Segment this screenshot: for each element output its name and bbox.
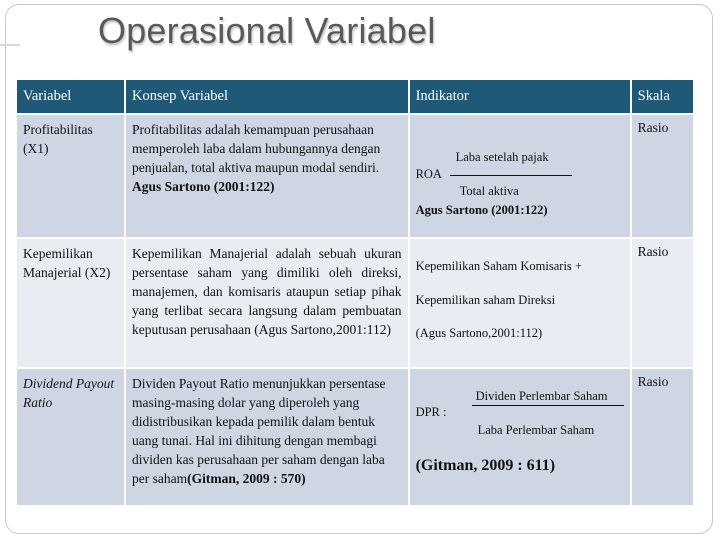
decorative-bar bbox=[0, 44, 20, 46]
cell-skala: Rasio bbox=[632, 239, 695, 369]
table-header-row bbox=[17, 80, 695, 115]
konsep-source: (Gitman, 2009 : 570) bbox=[187, 471, 306, 486]
header-indikator: Indikator bbox=[410, 80, 632, 115]
cell-konsep: Kepemilikan Manajerial adalah sebuah ukuran persentase saham yang dimiliki oleh direksi, manajemen, dan komisaris ataupun setiap pihak yang terlibat secara langsung dalam pembuatan keputusan perusahaan (Agus Sartono,2001:112) bbox=[126, 239, 410, 369]
indicator-source: Agus Sartono (2001:122) bbox=[415, 203, 548, 217]
table-row bbox=[17, 369, 695, 507]
header-variabel: Variabel bbox=[17, 80, 126, 115]
cell-skala: Rasio bbox=[632, 369, 695, 507]
indicator-source: (Gitman, 2009 : 611) bbox=[415, 457, 556, 474]
cell-variabel: Dividend Payout Ratio bbox=[17, 369, 126, 507]
operational-variable-table bbox=[17, 80, 695, 507]
slide-title: Operasional Variabel bbox=[98, 10, 436, 51]
cell-variabel: Profitabilitas (X1) bbox=[17, 115, 126, 239]
fraction-numerator: Laba setelah pajak bbox=[455, 150, 549, 164]
indicator-line-1: Kepemilikan Saham Komisaris + bbox=[415, 259, 582, 273]
table-row bbox=[17, 239, 695, 369]
konsep-source: Agus Sartono (2001:122) bbox=[132, 179, 275, 194]
indicator-line-2: Kepemilikan saham Direksi bbox=[415, 293, 556, 307]
cell-indikator bbox=[410, 369, 632, 507]
indicator-label: ROA bbox=[415, 167, 442, 181]
konsep-text: Dividen Payout Ratio menunjukkan persentase masing-masing dolar yang diperoleh yang didistribusikan kepada pemilik dalam bentuk uang tunai. Hal ini dihitung dengan membagi dividen kas perusahaan per saham dengan laba per saham bbox=[132, 376, 386, 486]
indicator-line-3: (Agus Sartono,2001:112) bbox=[415, 326, 543, 340]
cell-indikator bbox=[410, 115, 632, 239]
table-row bbox=[17, 115, 695, 239]
fraction-numerator: Dividen Perlembar Saham bbox=[475, 389, 608, 403]
fraction-denominator: Laba Perlembar Saham bbox=[477, 423, 595, 437]
indicator-label: DPR : bbox=[415, 405, 447, 419]
cell-konsep bbox=[126, 115, 410, 239]
cell-indikator bbox=[410, 239, 632, 369]
cell-skala: Rasio bbox=[632, 115, 695, 239]
cell-variabel: Kepemilikan Manajerial (X2) bbox=[17, 239, 126, 369]
header-konsep: Konsep Variabel bbox=[126, 80, 410, 115]
fraction-line bbox=[472, 405, 624, 406]
fraction-denominator: Total aktiva bbox=[459, 184, 519, 198]
fraction-line bbox=[450, 175, 572, 176]
cell-konsep bbox=[126, 369, 410, 507]
konsep-text: Profitabilitas adalah kemampuan perusahaan memperoleh laba dalam hubungannya dengan penjualan, total aktiva maupun modal sendiri. bbox=[132, 122, 381, 175]
header-skala: Skala bbox=[632, 80, 695, 115]
